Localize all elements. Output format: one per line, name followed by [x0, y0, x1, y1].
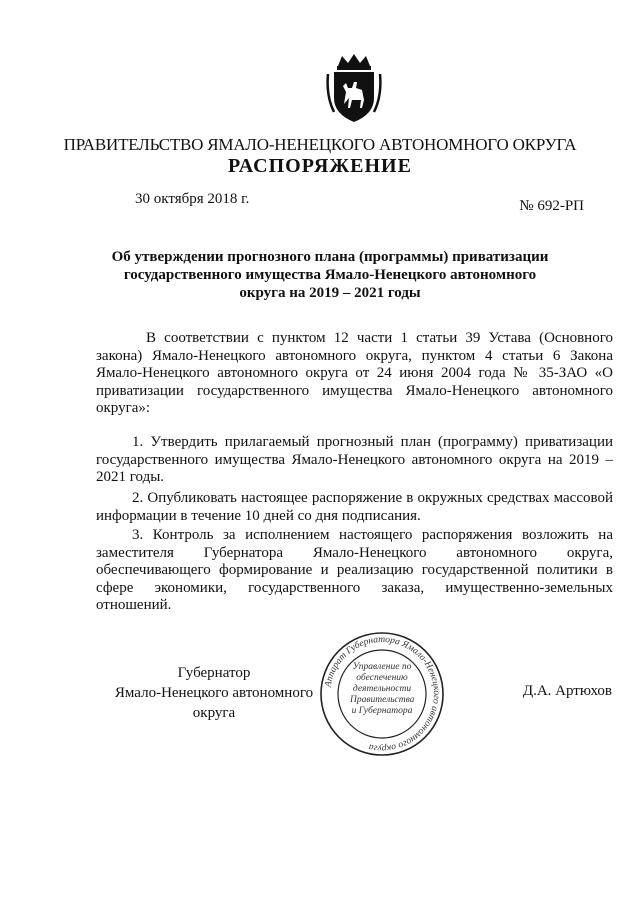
- document-type: РАСПОРЯЖЕНИЕ: [228, 155, 412, 177]
- stamp-line: обеспечению: [356, 673, 408, 683]
- document-title: Об утверждении прогнозного плана (программы) приватизации государственного имущества Ямало-Ненецкого автономного округа на 2019 – 2021 годы: [111, 249, 549, 301]
- stamp-center-text: [350, 662, 414, 717]
- signatory-position-line1: Губернатор: [177, 665, 251, 681]
- coat-of-arms-icon: [326, 52, 382, 124]
- stamp-ring-text: Аппарат Губернатора Ямало-Ненецкого автономного округа: [323, 634, 442, 754]
- document-number: № 692-РП: [519, 198, 584, 214]
- stamp-line: Управление по: [352, 662, 412, 672]
- order-item-1: 1. Утвердить прилагаемый прогнозный план (программу) приватизации государственного имущества Ямало-Ненецкого автономного округа на 2019 – 2021 годы.: [96, 434, 613, 485]
- signatory-position-line2: Ямало-Ненецкого автономного округа: [114, 685, 314, 721]
- preamble-paragraph: В соответствии с пунктом 12 части 1 статьи 39 Устава (Основного закона) Ямало-Ненецкого автономного округа, пунктом 4 статьи 6 Закона Ямало-Ненецкого автономного округа от 24 июня 2004 года № 35-ЗАО «О приватизации государственного имущества Ямало-Ненецкого автономного округа»:: [96, 330, 613, 416]
- document-date: 30 октября 2018 г.: [135, 191, 250, 207]
- order-item-2: 2. Опубликовать настоящее распоряжение в окружных средствах массовой информации в течение 10 дней со дня подписания.: [96, 490, 613, 524]
- order-item-3: 3. Контроль за исполнением настоящего распоряжения возложить на заместителя Губернатора Ямало-Ненецкого автономного округа, обеспечивающего формирование и реализацию государственной политики в сфере экономики, государственного заказа, имущественно-земельных отношений.: [96, 527, 613, 613]
- government-name: ПРАВИТЕЛЬСТВО ЯМАЛО-НЕНЕЦКОГО АВТОНОМНОГО ОКРУГА: [63, 135, 577, 154]
- signatory-position: [96, 663, 332, 723]
- signatory-name: Д.А. Артюхов: [522, 683, 612, 699]
- stamp-line: деятельности: [352, 684, 412, 694]
- stamp-line: и Губернатора: [351, 706, 413, 716]
- stamp-line: Правительства: [350, 695, 415, 705]
